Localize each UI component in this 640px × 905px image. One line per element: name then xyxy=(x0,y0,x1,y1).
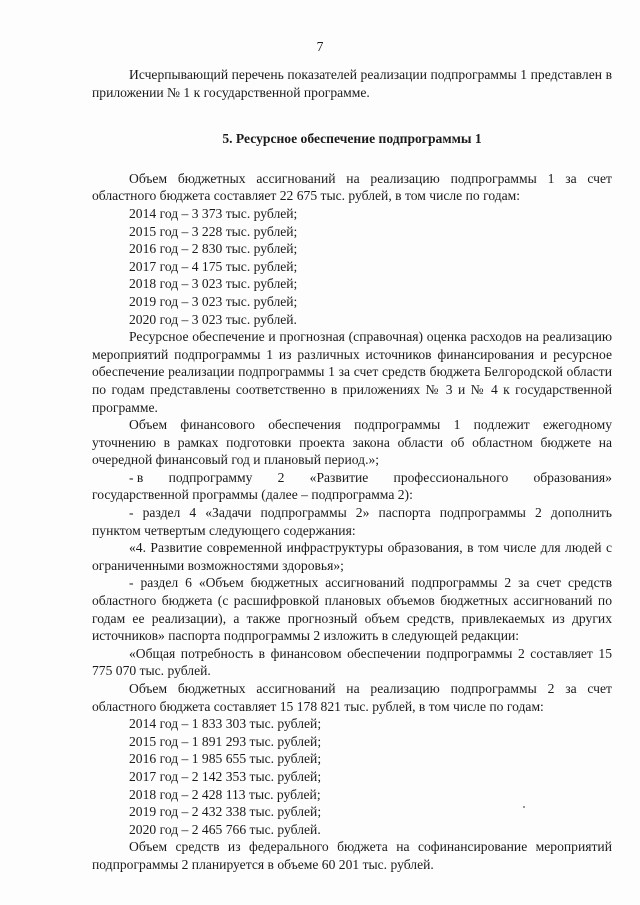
budget1-year-2018: 2018 год – 3 023 тыс. рублей; xyxy=(129,276,298,292)
budget2-year-2018: 2018 год – 2 428 113 тыс. рублей; xyxy=(129,786,321,802)
budget2-year-2019: 2019 год – 2 432 338 тыс. рублей; xyxy=(129,804,322,820)
budget1-year-2020: 2020 год – 3 023 тыс. рублей. xyxy=(129,311,297,327)
budget1-year-2019: 2019 год – 3 023 тыс. рублей; xyxy=(129,293,298,309)
budget2-year-2014: 2014 год – 1 833 303 тыс. рублей; xyxy=(129,716,322,732)
subprogram2-continuation: государственной программы (далее – подпрограмма 2): xyxy=(92,487,413,503)
budget2-year-2020: 2020 год – 2 465 766 тыс. рублей. xyxy=(129,821,321,837)
section4-paragraph: - раздел 4 «Задачи подпрограммы 2» паспорта подпрограммы 2 дополнить пунктом четвертым следующего содержания: xyxy=(92,505,612,538)
annual-update-paragraph: Объем финансового обеспечения подпрограммы 1 подлежит ежегодному уточнению в рамках подготовки проекта закона области об областном бюджете на очередной финансовый год и плановый период.»; xyxy=(92,417,612,468)
subprogram2-word: образования» xyxy=(533,469,612,485)
resource-paragraph: Ресурсное обеспечение и прогнозная (справочная) оценка расходов на реализацию мероприятий подпрограммы 1 из различных источников финансирования и ресурсное обеспечение реализации подпрограммы 1 за счет средств бюджета Белгородской области по годам представлены соответственно в приложениях № 3 и № 4 к государственной программе. xyxy=(92,329,612,415)
document-body xyxy=(92,66,612,874)
subprogram2-line xyxy=(92,469,612,487)
intro-paragraph: Исчерпывающий перечень показателей реализации подпрограммы 1 представлен в приложении № 1 к государственной программе. xyxy=(92,67,612,100)
total-need-paragraph: «Общая потребность в финансовом обеспечении подпрограммы 2 составляет 15 775 070 тыс. рублей. xyxy=(92,645,612,679)
budget1-year-2015: 2015 год – 3 228 тыс. рублей; xyxy=(129,223,298,239)
subprogram2-word: - в xyxy=(129,469,144,485)
budget2-paragraph: Объем бюджетных ассигнований на реализацию подпрограммы 2 за счет областного бюджета составляет 15 178 821 тыс. рублей, в том числе по годам: xyxy=(92,681,612,714)
subprogram2-word: подпрограмму xyxy=(168,469,253,485)
section6-paragraph: - раздел 6 «Объем бюджетных ассигнований подпрограммы 2 за счет средств областного бюджета (с расшифровкой плановых объемов бюджетных ассигнований по годам ее реализации), а также прогнозный объем средств, привлекаемых из других источников» паспорта подпрограммы 2 изложить в следующей редакции: xyxy=(92,575,612,644)
budget2-year-list xyxy=(92,715,612,838)
scan-speck xyxy=(523,806,525,808)
budget2-year-2015: 2015 год – 1 891 293 тыс. рублей; xyxy=(129,733,322,749)
subprogram2-word: «Развитие xyxy=(309,469,369,485)
subprogram2-word: 2 xyxy=(277,469,285,485)
federal-paragraph: Объем средств из федерального бюджета на софинансирование мероприятий подпрограммы 2 планируется в объеме 60 201 тыс. рублей. xyxy=(92,839,612,872)
page-number: 7 xyxy=(316,39,324,54)
budget1-year-list xyxy=(92,205,612,328)
section-heading: 5. Ресурсное обеспечение подпрограммы 1 xyxy=(222,131,482,147)
budget2-year-2016: 2016 год – 1 985 655 тыс. рублей; xyxy=(129,751,322,767)
budget1-year-2017: 2017 год – 4 175 тыс. рублей; xyxy=(129,258,298,274)
budget1-year-2016: 2016 год – 2 830 тыс. рублей; xyxy=(129,241,298,257)
budget1-paragraph: Объем бюджетных ассигнований на реализацию подпрограммы 1 за счет областного бюджета составляет 22 675 тыс. рублей, в том числе по годам: xyxy=(92,170,612,204)
budget2-year-2017: 2017 год – 2 142 353 тыс. рублей; xyxy=(129,768,322,784)
subprogram2-word: профессионального xyxy=(393,469,509,485)
quote4-paragraph: «4. Развитие современной инфраструктуры образования, в том числе для людей с ограниченными возможностями здоровья»; xyxy=(92,540,612,573)
budget1-year-2014: 2014 год – 3 373 тыс. рублей; xyxy=(129,205,298,221)
